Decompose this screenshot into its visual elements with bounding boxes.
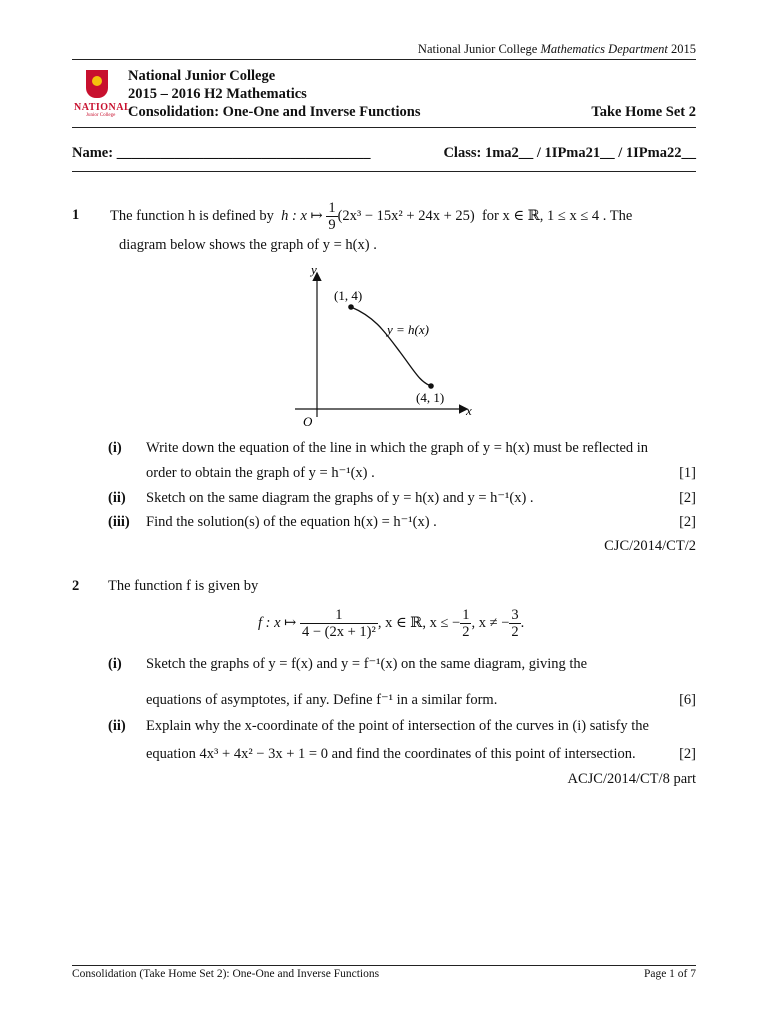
source-reference: CJC/2014/CT/2 [604,538,696,554]
marks: [2] [679,490,696,506]
point-label-start: (1, 4) [334,288,363,303]
course-title: 2015 – 2016 H2 Mathematics [128,86,307,102]
part-text: Explain why the x-coordinate of the point of intersection of the curves in (i) satisfy the [146,718,649,734]
part-label: (ii) [108,718,126,734]
x-axis-label: x [466,403,472,418]
part-text: Write down the equation of the line in which the graph of y = h(x) must be reflected in [146,440,649,456]
marks: [2] [679,746,696,762]
topic-title: Consolidation: One-One and Inverse Functions [128,104,421,120]
question-number: 1 [72,207,80,223]
q1-statement-line2: diagram below shows the graph of y = h(x) . [119,237,377,253]
point-label-end: (4, 1) [416,390,445,405]
logo-subtext: Junior College [86,113,116,118]
part-text: Find the solution(s) of the equation h(x) = h⁻¹(x) . [146,514,437,530]
school-name: National Junior College [128,68,276,84]
class-field: Class: 1ma2__ / 1IPma21__ / 1IPma22__ [443,145,696,161]
endpoint-end [428,383,434,389]
endpoint-start [348,304,354,310]
school-crest-icon [86,70,108,98]
marks: [6] [679,692,696,708]
name-rule [72,171,696,172]
marks: [2] [679,514,696,530]
marks: [1] [679,465,696,481]
q1-statement-line1: The function h is defined by h : x ↦ $\frac{1}{9}$ (2x³ − 15x² + 24x + 25) for x ∈ ℝ, 1 ≤ x ≤ 4 . The [110,199,633,234]
part-text-cont: order to obtain the graph of y = h⁻¹(x) . [146,465,375,481]
source-reference: ACJC/2014/CT/8 part [567,771,696,787]
part-label: (iii) [108,514,130,530]
q2-definition: f : x ↦ $\frac{1}{\text{4 − (2x + 1)²}}$ , x ∈ ℝ, x ≤ − $\frac{1}{2}$ , x ≠ − $\frac{3}{2}$ . [258,606,525,641]
part-label: (ii) [108,490,126,506]
origin-label: O [303,414,313,429]
graph-h [290,262,480,432]
footer-title: Consolidation (Take Home Set 2): One-One and Inverse Functions [72,968,380,980]
part-text-cont: equations of asymptotes, if any. Define f⁻¹ in a similar form. [146,692,498,708]
curve-label: y = h(x) [387,322,429,337]
y-axis-label: y [311,262,317,277]
name-field: Name: ___________________________________ [72,145,371,161]
part-text-cont: equation 4x³ + 4x² − 3x + 1 = 0 and find the coordinates of this point of intersection. [146,746,636,762]
part-text: Sketch on the same diagram the graphs of y = h(x) and y = h⁻¹(x) . [146,490,534,506]
page-number: Page 1 of 7 [643,968,696,980]
header-rule [72,59,696,60]
logo-text: NATIONAL [74,102,132,113]
title-rule [72,127,696,128]
question-number: 2 [72,578,80,594]
part-text: Sketch the graphs of y = f(x) and y = f⁻¹(x) on the same diagram, giving the [146,656,588,672]
q2-intro: The function f is given by [108,578,259,594]
running-header: National Junior College Mathematics Department 2015 [417,42,696,56]
curve-h [351,307,431,386]
footer-rule [72,965,696,966]
part-label: (i) [108,440,122,456]
set-title: Take Home Set 2 [591,104,696,120]
part-label: (i) [108,656,122,672]
